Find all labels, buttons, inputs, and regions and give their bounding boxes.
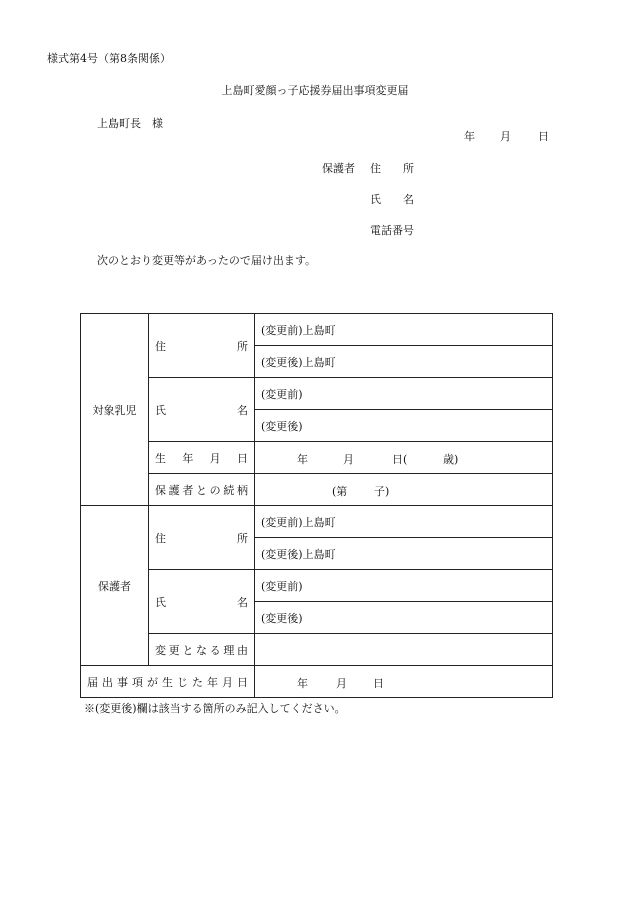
birth-month-label: 月 [343, 453, 354, 466]
infant-relation-label: 保護者との続柄 [149, 474, 255, 506]
birth-day-label: 日( [392, 453, 408, 466]
occurred-date-label: 届出事項が生じた年月日 [81, 666, 255, 698]
applicant-name-label: 氏 名 [370, 193, 414, 206]
guardian-name-label: 氏 名 [149, 570, 255, 634]
birth-age-label: 歳) [443, 453, 459, 466]
relation-close-label: 子) [374, 485, 390, 498]
applicant-phone-label: 電話番号 [370, 224, 414, 237]
applicant-role: 保護者 [322, 162, 355, 175]
form-number: 様式第4号（第8条関係） [47, 52, 171, 65]
infant-name-label: 氏 名 [149, 378, 255, 442]
page-title: 上島町愛顔っ子応援券届出事項変更届 [221, 84, 409, 97]
infant-address-after-field[interactable]: (変更後)上島町 [255, 346, 553, 378]
occurred-day-label: 日 [373, 677, 384, 690]
infant-birth-field[interactable] [255, 442, 553, 474]
infant-name-before-field[interactable]: (変更前) [255, 378, 553, 410]
infant-name-after-field[interactable]: (変更後) [255, 410, 553, 442]
guardian-address-after-field[interactable]: (変更後)上島町 [255, 538, 553, 570]
intro-text: 次のとおり変更等があったので届け出ます。 [97, 254, 317, 267]
applicant-address-label: 住 所 [370, 162, 414, 175]
infant-address-label: 住 所 [149, 314, 255, 378]
addressee: 上島町長 様 [97, 117, 163, 130]
guardian-address-before-field[interactable]: (変更前)上島町 [255, 506, 553, 538]
guardian-name-before-field[interactable]: (変更前) [255, 570, 553, 602]
guardian-group-label: 保護者 [81, 506, 149, 666]
guardian-name-after-field[interactable]: (変更後) [255, 602, 553, 634]
date-year-label: 年 [464, 130, 475, 143]
change-form-table [80, 313, 553, 698]
occurred-year-label: 年 [297, 677, 308, 690]
date-day-label: 日 [538, 130, 549, 143]
occurred-date-field[interactable] [255, 666, 553, 698]
birth-year-label: 年 [297, 453, 308, 466]
footnote: ※(変更後)欄は該当する箇所のみ記入してください。 [84, 702, 346, 715]
guardian-reason-label: 変更となる理由 [149, 634, 255, 666]
infant-relation-field[interactable] [255, 474, 553, 506]
infant-address-before-field[interactable]: (変更前)上島町 [255, 314, 553, 346]
guardian-reason-field[interactable] [255, 634, 553, 666]
date-month-label: 月 [500, 130, 511, 143]
infant-birth-label: 生 年 月 日 [149, 442, 255, 474]
occurred-month-label: 月 [336, 677, 347, 690]
guardian-address-label: 住 所 [149, 506, 255, 570]
infant-group-label: 対象乳児 [81, 314, 149, 506]
relation-open-label: (第 [332, 485, 348, 498]
